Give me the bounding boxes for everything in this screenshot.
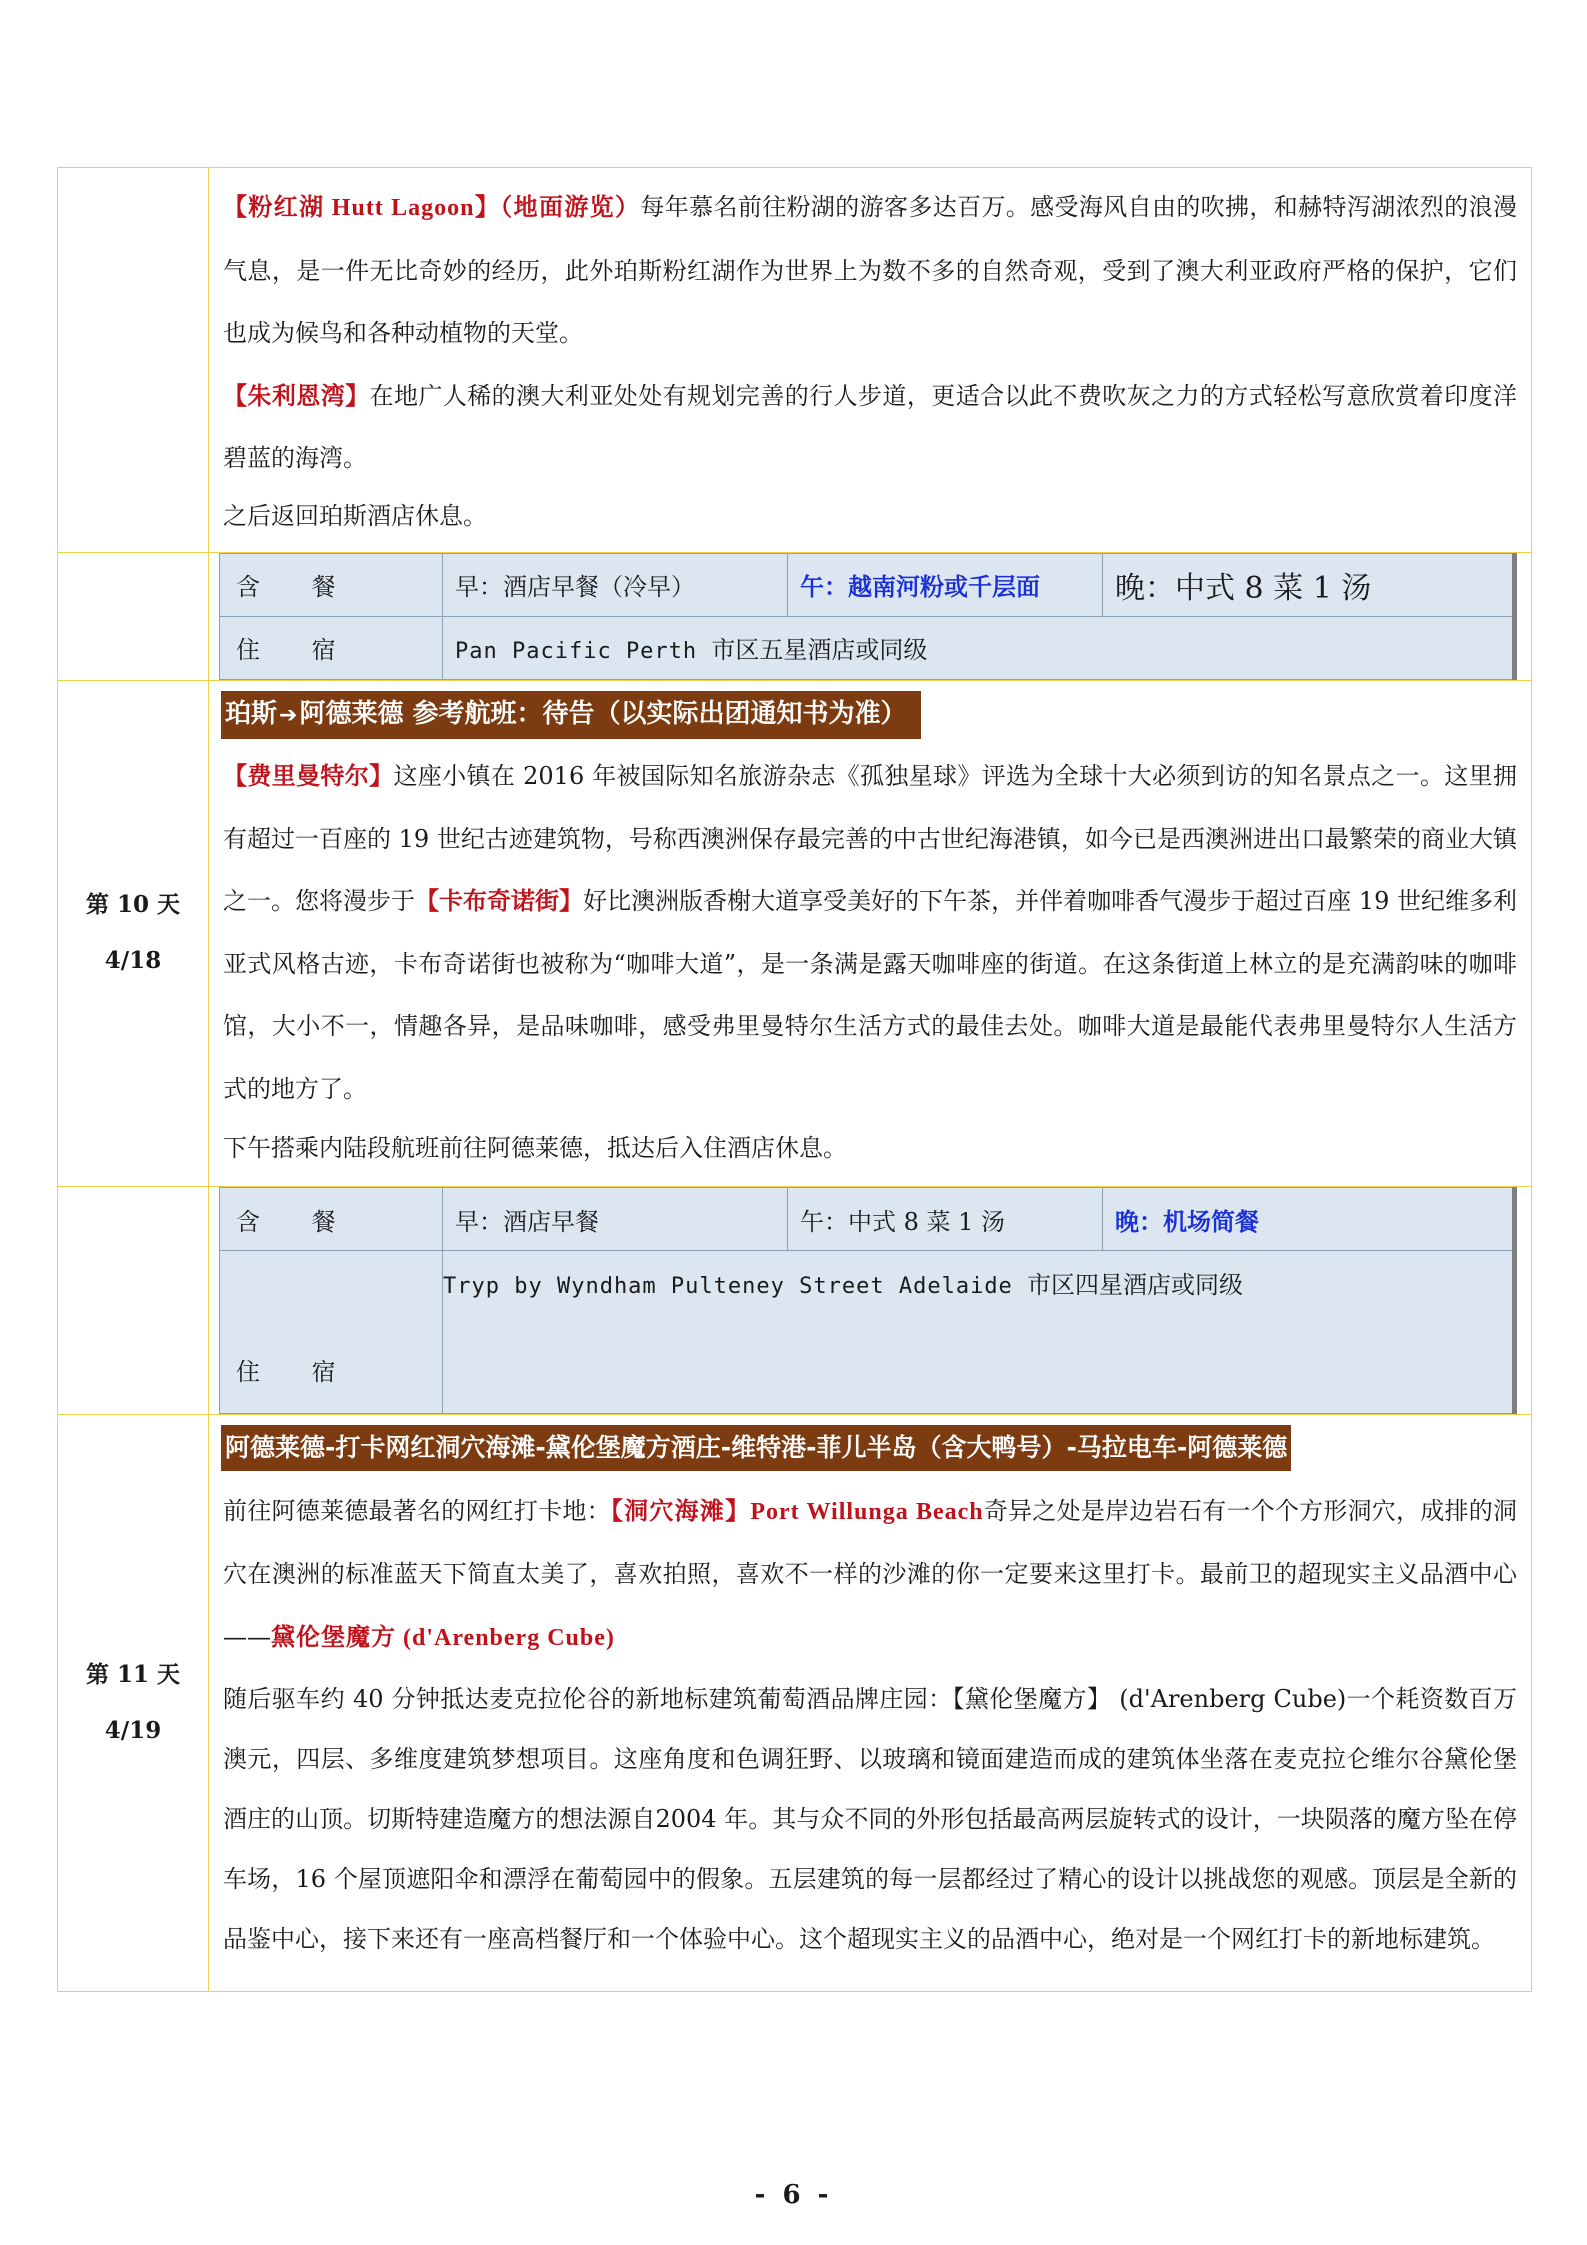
jurien-bay-text: 在地广人稀的澳大利亚处处有规划完善的行人步道，更适合以此不费吹灰之力的方式轻松写意欣赏着印度洋碧蓝的海湾。 xyxy=(223,381,1518,472)
day11-content-row xyxy=(58,1415,1532,1992)
day10-route-banner: 珀斯➔阿德莱德 参考航班：待告（以实际出团通知书为准） xyxy=(221,691,921,739)
hotel-grade: 市区四星酒店或同级 xyxy=(1027,1271,1244,1299)
day10-meal-row xyxy=(58,1187,1532,1415)
flight-paragraph: 下午搭乘内陆段航班前往阿德莱德，抵达后入住酒店休息。 xyxy=(223,1134,847,1162)
day9-content-cell xyxy=(209,168,1532,553)
jurien-bay-heading: 【朱利恩湾】 xyxy=(223,380,370,410)
hotel-grade: 市区五星酒店或同级 xyxy=(711,636,928,664)
lunch-cell: 午：越南河粉或千层面 xyxy=(788,553,1103,616)
day10-content-row xyxy=(58,680,1532,1187)
dinner-cell: 晚：中式 8 菜 1 汤 xyxy=(1103,553,1515,616)
day-number: 第 10 天 xyxy=(85,891,181,919)
hotel-label: 住 宿 xyxy=(220,1251,443,1414)
hotel-label: 住 宿 xyxy=(220,616,443,679)
day11-route-banner: 阿德莱德-打卡网红洞穴海滩-黛伦堡魔方酒庄-维特港-菲儿半岛（含大鸭号）-马拉电车-阿德莱德 xyxy=(221,1425,1291,1471)
hutt-lagoon-heading: 【粉红湖 Hutt Lagoon】（地面游览） xyxy=(223,195,641,221)
hotel-cell xyxy=(443,616,1515,679)
fremantle-heading: 【费里曼特尔】 xyxy=(223,761,394,790)
darenberg-cube-heading: 黛伦堡魔方 (d'Arenberg Cube) xyxy=(271,1624,615,1651)
day-number: 第 11 天 xyxy=(85,1661,181,1688)
day-date: 4/19 xyxy=(104,1717,162,1744)
day9-day-cell xyxy=(58,168,209,553)
breakfast-cell: 早：酒店早餐（冷早） xyxy=(443,553,788,616)
itinerary-table xyxy=(57,167,1532,1992)
meal-label: 含 餐 xyxy=(220,553,443,616)
hotel-name: Pan Pacific Perth xyxy=(455,639,712,664)
darenberg-paragraph: 随后驱车约 40 分钟抵达麦克拉伦谷的新地标建筑葡萄酒品牌庄园：【黛伦堡魔方】 (d'Arenberg Cube)一个耗资数百万澳元，四层、多维度建筑梦想项目。这座角度和色调狂野、以玻璃和镜面建造而成的建筑体坐落在麦克拉仑维尔谷黛伦堡酒庄的山顶。切斯特建造魔方的想法源自2004 年。其与众不同的外形包括最高两层旋转式的设计，一块陨落的魔方坠在停车场，16 个屋顶遮阳伞和漂浮在葡萄园中的假象。五层建筑的每一层都经过了精心的设计以挑战您的观感。顶层是全新的品鉴中心，接下来还有一座高档餐厅和一个体验中心。这个超现实主义的品酒中心，绝对是一个网红打卡的新地标建筑。 xyxy=(223,1685,1517,1953)
cappuccino-strip-heading: 【卡布奇诺街】 xyxy=(415,886,584,915)
hutt-lagoon-paragraph xyxy=(223,176,1517,365)
jurien-bay-paragraph xyxy=(223,365,1517,490)
fremantle-paragraph: 【费里曼特尔】这座小镇在 2016 年被国际知名旅游杂志《孤独星球》评选为全球十大必须到访的知名景点之一。这里拥有超过一百座的 19 世纪古迹建筑物，号称西澳洲保存最完善的中古世纪海港镇，如今已是西澳洲进出口最繁荣的商业大镇之一。您将漫步于【卡布奇诺街】好比澳洲版香榭大道享受美好的下午茶，并伴着咖啡香气漫步于超过百座 19 世纪维多利亚式风格古迹，卡布奇诺街也被称为“咖啡大道”，是一条满是露天咖啡座的街道。在这条街道上林立的是充满韵味的咖啡馆，大小不一，情趣各异，是品味咖啡，感受弗里曼特尔生活方式的最佳去处。咖啡大道是最能代表弗里曼特尔人生活方式的地方了。 xyxy=(223,761,1518,1103)
cave-beach-heading: 【洞穴海滩】Port Willunga Beach xyxy=(610,1498,984,1525)
breakfast-cell: 早：酒店早餐 xyxy=(443,1188,788,1251)
hotel-name: Tryp by Wyndham Pulteney Street Adelaide xyxy=(443,1274,1028,1299)
hutt-lagoon-text: 每年慕名前往粉湖的游客多达百万。感受海风自由的吹拂，和赫特泻湖浓烈的浪漫气息，是一件无比奇妙的经历，此外珀斯粉红湖作为世界上为数不多的自然奇观，受到了澳大利亚政府严格的保护，它们也成为候鸟和各种动植物的天堂。 xyxy=(223,193,1518,347)
cave-beach-paragraph: 前往阿德莱德最著名的网红打卡地：【洞穴海滩】Port Willunga Beach奇异之处是岸边岩石有一个个方形洞穴，成排的洞穴在澳洲的标准蓝天下简直太美了，喜欢拍照，喜欢不一样的沙滩的你一定要来这里打卡。最前卫的超现实主义品酒中心——黛伦堡魔方 (d'Arenberg Cube) xyxy=(223,1496,1518,1651)
meal-label: 含 餐 xyxy=(220,1188,443,1251)
arrow-icon: ➔ xyxy=(279,702,298,728)
day9-meal-table xyxy=(219,553,1517,680)
dinner-cell: 晚：机场简餐 xyxy=(1103,1188,1515,1251)
day9-meal-row xyxy=(58,552,1532,680)
page-number: - 6 - xyxy=(754,2180,833,2210)
day11-day-cell xyxy=(58,1415,209,1992)
hotel-cell xyxy=(443,1251,1515,1414)
day10-meal-table xyxy=(219,1187,1517,1414)
day9-content-row xyxy=(58,168,1532,553)
day-date: 4/18 xyxy=(104,947,162,975)
day10-day-cell xyxy=(58,680,209,1187)
return-perth-paragraph: 之后返回珀斯酒店休息。 xyxy=(223,501,487,530)
lunch-cell: 午：中式 8 菜 1 汤 xyxy=(788,1188,1103,1251)
